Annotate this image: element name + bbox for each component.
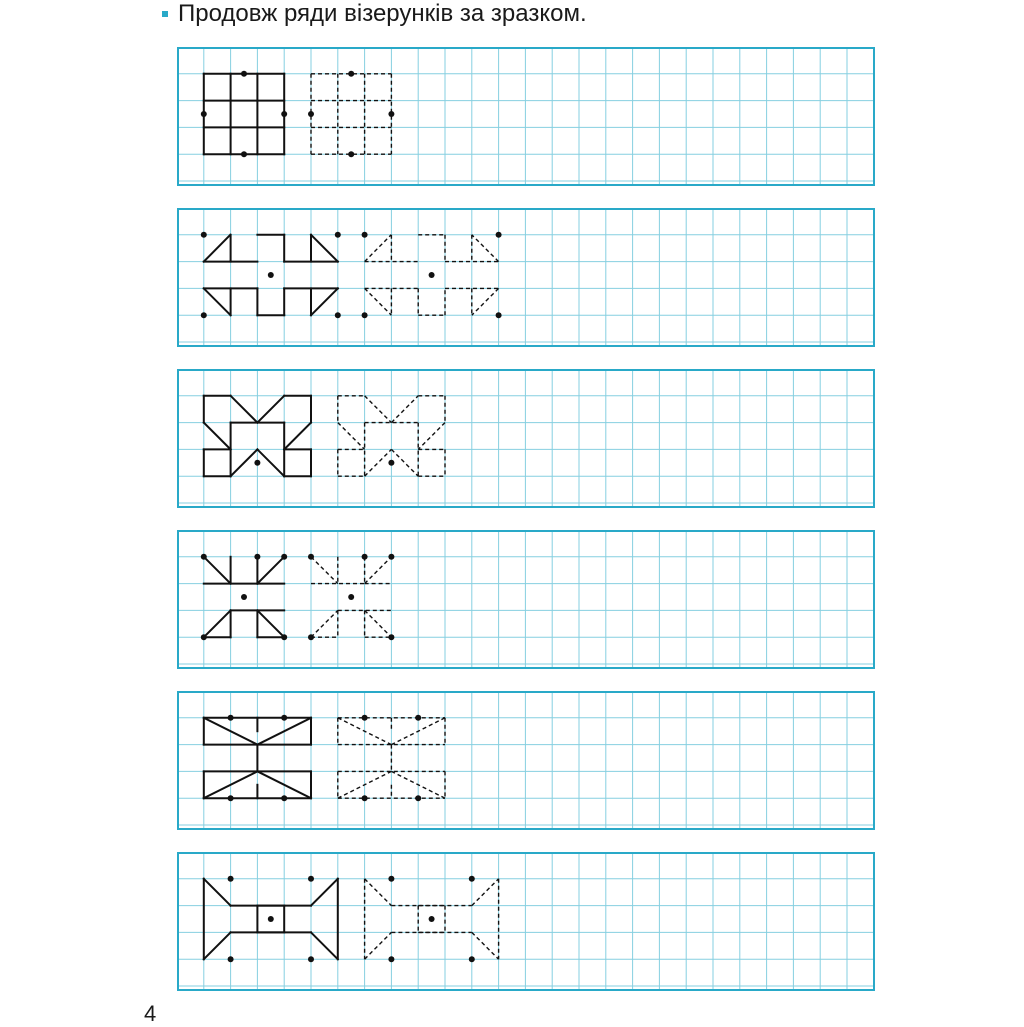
pattern-dot — [201, 111, 207, 117]
exercise-panel-5 — [177, 691, 875, 830]
pattern-dot — [228, 956, 234, 962]
pattern-dot — [415, 715, 421, 721]
pattern-dot — [308, 956, 314, 962]
pattern-dot — [388, 111, 394, 117]
pattern-dot — [201, 312, 207, 318]
panel-background — [177, 530, 875, 669]
panel-background — [177, 852, 875, 991]
pattern-dot — [362, 312, 368, 318]
pattern-dot — [268, 272, 274, 278]
pattern-dot — [388, 956, 394, 962]
exercise-panel-1 — [177, 47, 875, 186]
pattern-dot — [241, 71, 247, 77]
pattern-dot — [496, 232, 502, 238]
pattern-dot — [335, 312, 341, 318]
pattern-dot — [429, 272, 435, 278]
pattern-dot — [362, 554, 368, 560]
pattern-dot — [388, 876, 394, 882]
pattern-dot — [362, 795, 368, 801]
pattern-dot — [201, 232, 207, 238]
pattern-dot — [362, 715, 368, 721]
pattern-dot — [254, 554, 260, 560]
page-title — [162, 0, 587, 28]
exercise-panel-3 — [177, 369, 875, 508]
pattern-dot — [348, 71, 354, 77]
panel-background — [177, 691, 875, 830]
pattern-dot — [496, 312, 502, 318]
pattern-dot — [469, 956, 475, 962]
panel-background — [177, 369, 875, 508]
pattern-dot — [281, 795, 287, 801]
pattern-dot — [228, 795, 234, 801]
pattern-dot — [308, 554, 314, 560]
pattern-dot — [429, 916, 435, 922]
pattern-dot — [228, 715, 234, 721]
pattern-dot — [281, 634, 287, 640]
pattern-dot — [201, 634, 207, 640]
pattern-dot — [228, 876, 234, 882]
pattern-dot — [388, 634, 394, 640]
pattern-dot — [241, 594, 247, 600]
exercise-panel-4 — [177, 530, 875, 669]
exercise-panel-2 — [177, 208, 875, 347]
pattern-dot — [348, 594, 354, 600]
pattern-dot — [308, 876, 314, 882]
pattern-dot — [415, 795, 421, 801]
pattern-dot — [335, 232, 341, 238]
pattern-dot — [388, 460, 394, 466]
pattern-dot — [362, 232, 368, 238]
pattern-dot — [281, 111, 287, 117]
pattern-dot — [469, 876, 475, 882]
pattern-dot — [308, 111, 314, 117]
pattern-dot — [254, 460, 260, 466]
exercise-panel-6 — [177, 852, 875, 991]
pattern-dot — [201, 554, 207, 560]
pattern-dot — [281, 715, 287, 721]
pattern-dot — [348, 151, 354, 157]
instruction-text: Продовж ряди візерунків за зразком. — [178, 0, 587, 27]
page-number: 4 — [144, 1001, 157, 1026]
panel-background — [177, 47, 875, 186]
pattern-dot — [308, 634, 314, 640]
pattern-dot — [268, 916, 274, 922]
panel-background — [177, 208, 875, 347]
pattern-dot — [241, 151, 247, 157]
pattern-dot — [281, 554, 287, 560]
bullet-icon — [162, 11, 168, 17]
pattern-dot — [388, 554, 394, 560]
